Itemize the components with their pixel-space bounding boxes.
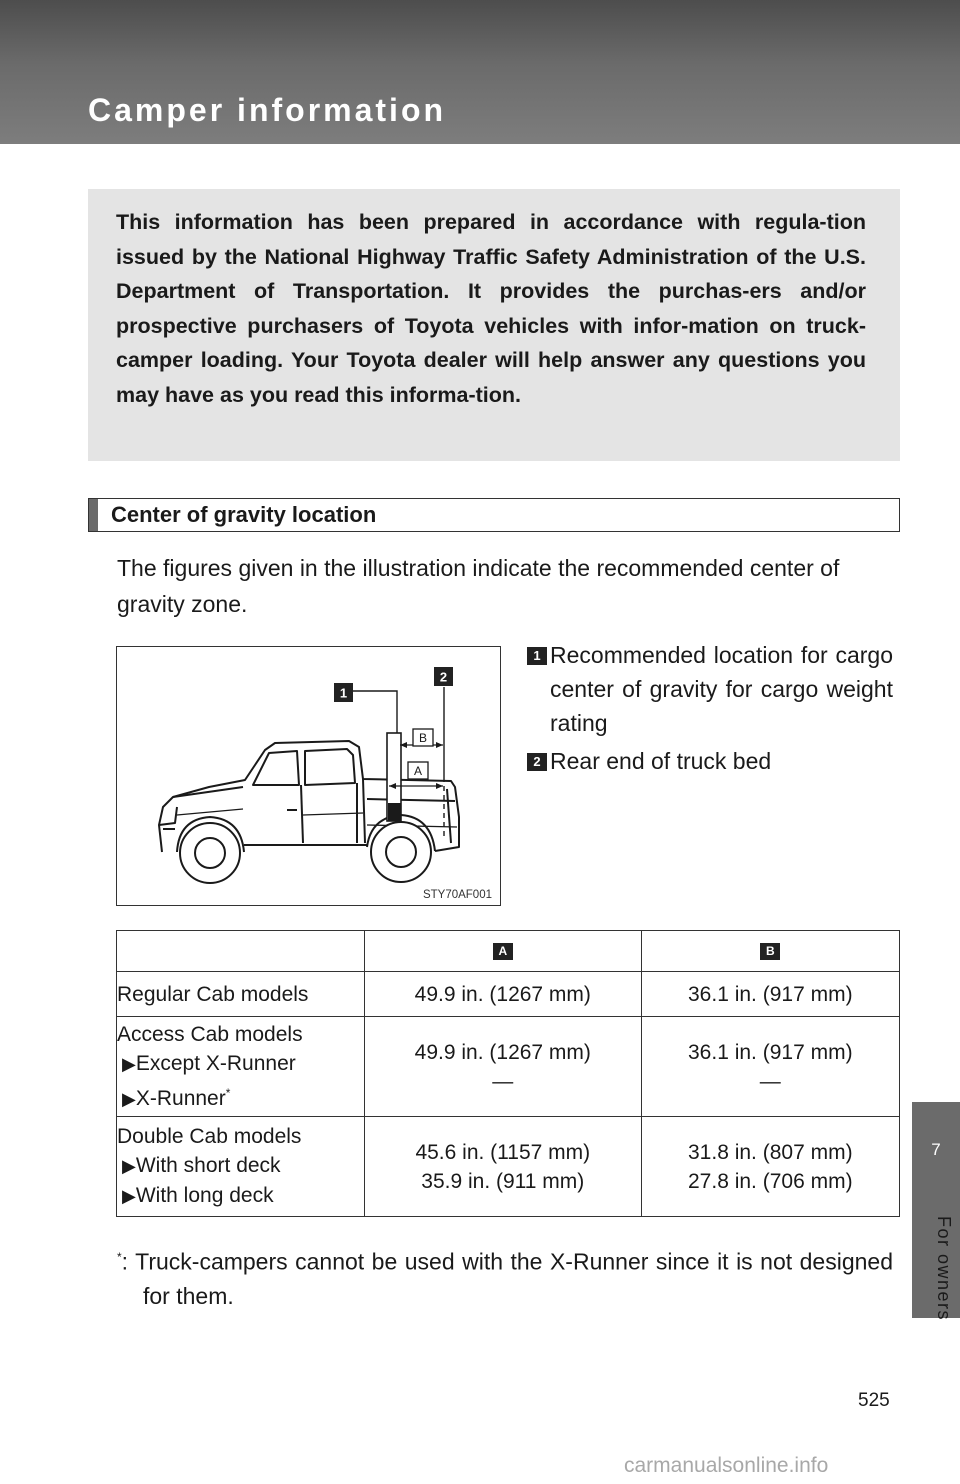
watermark: carmanualsonline.info bbox=[624, 1454, 829, 1477]
value-b: 36.1 in. (917 mm) bbox=[688, 982, 853, 1006]
model-name: Regular Cab models bbox=[117, 982, 309, 1006]
legend-number-badge: 1 bbox=[527, 647, 547, 665]
intro-box bbox=[88, 189, 900, 461]
sub-model-label: X-Runner bbox=[135, 1086, 226, 1110]
table-row bbox=[117, 1017, 900, 1117]
sub-model bbox=[117, 1079, 364, 1114]
section-body-text: The figures given in the illustration indicate the recommended center of gravity zone. bbox=[117, 555, 840, 617]
sub-model-label: Except X-Runner bbox=[135, 1051, 296, 1075]
value-b-cell bbox=[641, 1117, 899, 1217]
value-a-cell bbox=[365, 972, 642, 1017]
legend-item-1 bbox=[527, 638, 893, 740]
footnote-marker: * bbox=[117, 1250, 122, 1264]
footnote-marker: * bbox=[225, 1085, 231, 1100]
value-a: 35.9 in. (911 mm) bbox=[421, 1169, 585, 1193]
value-b: 36.1 in. (917 mm) bbox=[688, 1040, 853, 1064]
triangle-bullet-icon: ▶ bbox=[122, 1088, 136, 1109]
figure-code: STY70AF001 bbox=[422, 889, 492, 901]
value-a: 49.9 in. (1267 mm) bbox=[414, 1040, 591, 1064]
value-a: 45.6 in. (1157 mm) bbox=[415, 1140, 591, 1164]
chapter-number: 7 bbox=[931, 1140, 941, 1159]
truck-drawing bbox=[117, 647, 499, 904]
section-heading-bar bbox=[88, 498, 900, 532]
sub-model-label: With long deck bbox=[135, 1184, 274, 1207]
section-heading-accent bbox=[89, 499, 98, 531]
legend-text: Rear end of truck bed bbox=[550, 748, 772, 774]
label-b: B bbox=[418, 731, 428, 745]
rear-window bbox=[305, 749, 355, 785]
model-cell bbox=[117, 1117, 365, 1217]
chapter-label: For owners bbox=[934, 1216, 954, 1322]
table-row bbox=[117, 972, 900, 1017]
value-b-cell bbox=[641, 1017, 899, 1117]
footnote bbox=[117, 1240, 893, 1313]
legend-text: Recommended location for cargo center of gravity for cargo weight rating bbox=[550, 642, 893, 736]
sub-model bbox=[117, 1181, 364, 1211]
value-a: — bbox=[492, 1069, 514, 1093]
sub-model bbox=[117, 1151, 364, 1181]
triangle-bullet-icon: ▶ bbox=[122, 1156, 136, 1176]
model-name: Double Cab models bbox=[117, 1125, 302, 1148]
legend-number-badge: 2 bbox=[527, 753, 547, 771]
truck-illustration bbox=[116, 646, 501, 906]
table-header-b bbox=[641, 931, 899, 972]
value-b: 27.8 in. (706 mm) bbox=[688, 1169, 853, 1193]
legend-item-2 bbox=[527, 744, 893, 778]
section-title: Center of gravity location bbox=[111, 502, 377, 527]
table-header-empty bbox=[117, 931, 365, 972]
footnote-text: : Truck-campers cannot be used with the X-Runner since it is not designed for them. bbox=[121, 1248, 893, 1309]
sub-model bbox=[117, 1049, 364, 1079]
column-a-badge: A bbox=[493, 943, 513, 960]
table-header-row bbox=[117, 931, 900, 972]
value-a: 49.9 in. (1267 mm) bbox=[414, 982, 591, 1006]
page-title: Camper information bbox=[88, 92, 447, 128]
table-header-a bbox=[365, 931, 642, 972]
value-b-cell bbox=[641, 972, 899, 1017]
callout-1-label: 1 bbox=[339, 685, 348, 701]
triangle-bullet-icon: ▶ bbox=[122, 1186, 136, 1206]
column-b-badge: B bbox=[760, 943, 780, 960]
value-a-cell bbox=[365, 1017, 642, 1117]
model-name: Access Cab models bbox=[117, 1022, 303, 1046]
value-b: — bbox=[759, 1069, 781, 1093]
model-cell bbox=[117, 972, 365, 1017]
callout-2-label: 2 bbox=[439, 669, 448, 685]
dimension-table bbox=[116, 930, 900, 1217]
sub-model-label: With short deck bbox=[135, 1154, 281, 1177]
label-a: A bbox=[413, 764, 423, 778]
intro-text: This information has been prepared in accordance with regula-tion issued by the National Highway Traffic Safety Administration of the U.S. Department of Transportation. It provides the purchas-ers and/or prospective purchasers of Toyota vehicles with infor-mation on truck-camper loading. Your Toyota dealer will help answer any questions you may have as you read this informa-tion. bbox=[116, 210, 866, 407]
value-a-cell bbox=[365, 1117, 642, 1217]
value-b: 31.8 in. (807 mm) bbox=[688, 1140, 853, 1164]
model-cell bbox=[117, 1017, 365, 1117]
table-row bbox=[117, 1117, 900, 1217]
triangle-bullet-icon: ▶ bbox=[122, 1053, 136, 1074]
page-number: 525 bbox=[858, 1390, 890, 1411]
